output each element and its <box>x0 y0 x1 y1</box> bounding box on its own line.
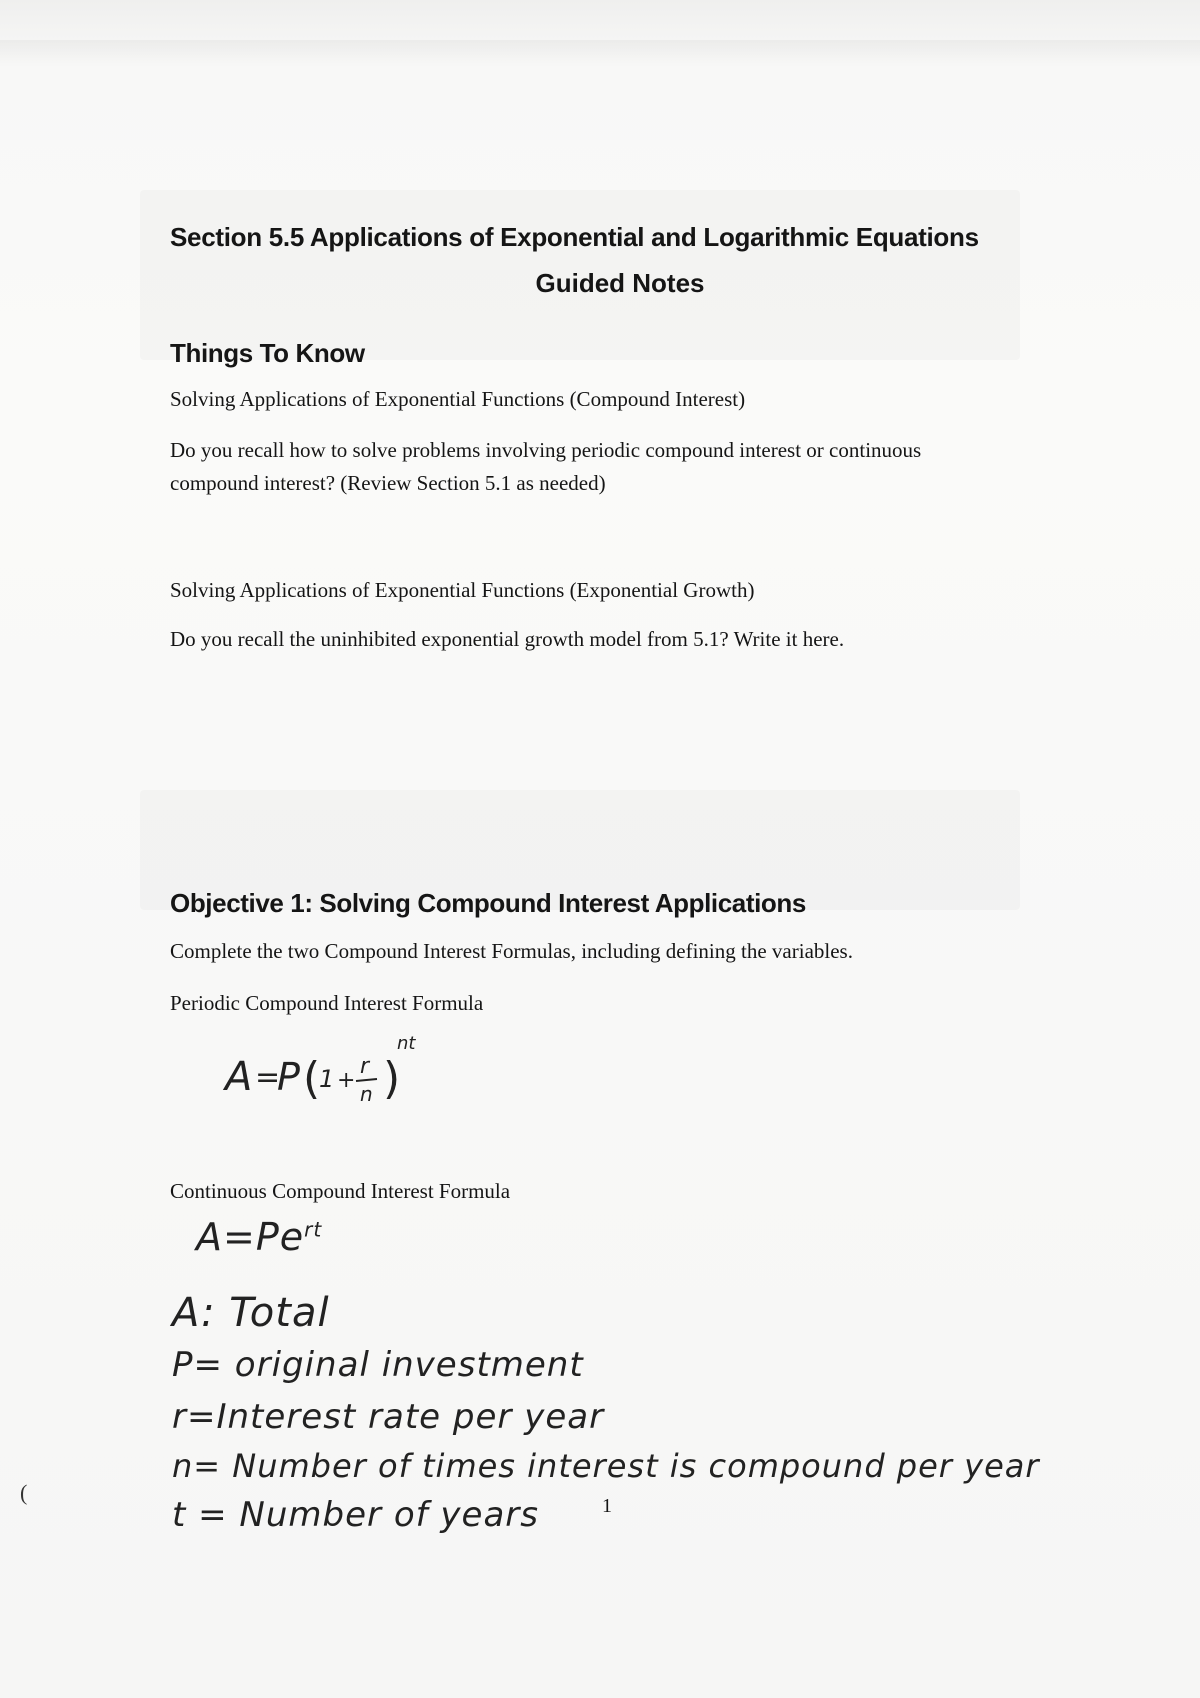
continuous-formula: $A=Pe^{rt}$ <box>196 1215 323 1259</box>
formula-a: A <box>225 1054 253 1100</box>
definition-n: n= Number of times interest is compound per year <box>172 1447 1040 1485</box>
compound-topic: Solving Applications of Exponential Functions (Compound Interest) <box>170 387 746 411</box>
growth-question: Do you recall the uninhibited exponential growth model from 5.1? Write it here. <box>170 627 845 651</box>
objective1-instruction: Complete the two Compound Interest Formulas, including defining the variables. <box>170 939 853 963</box>
definition-a: A: Total <box>172 1290 330 1336</box>
periodic-formula-label: Periodic Compound Interest Formula <box>170 991 484 1015</box>
continuous-formula-label: Continuous Compound Interest Formula <box>170 1179 511 1203</box>
definition-r: r=Interest rate per year <box>172 1397 605 1437</box>
fraction-bar <box>356 1079 377 1081</box>
margin-mark: ( <box>20 1480 28 1505</box>
page-subtitle: Guided Notes <box>535 268 705 298</box>
things-to-know-heading: Things To Know <box>170 338 365 368</box>
compound-question-line1: Do you recall how to solve problems involving periodic compound interest or continuous <box>170 438 922 462</box>
formula-p: P <box>277 1055 300 1099</box>
growth-topic: Solving Applications of Exponential Functions (Exponential Growth) <box>170 578 755 602</box>
svg-text:): ) <box>383 1053 401 1104</box>
formula-n: n <box>360 1082 373 1106</box>
svg-text:(: ( <box>303 1053 321 1104</box>
page-number: 1 <box>602 1495 612 1517</box>
compound-question-line2: compound interest? (Review Section 5.1 as needed) <box>170 471 606 495</box>
formula-exponent: nt <box>397 1033 416 1054</box>
page-title: Section 5.5 Applications of Exponential and Logarithmic Equations <box>170 222 979 252</box>
formula-equals: = <box>255 1060 281 1095</box>
periodic-formula <box>215 1015 425 1110</box>
formula-one: 1 <box>319 1065 335 1093</box>
formula-r: r <box>360 1054 370 1079</box>
scan-edge-shadow <box>0 40 1200 68</box>
formula-plus: + <box>337 1068 356 1093</box>
objective1-heading: Objective 1: Solving Compound Interest Applications <box>170 888 806 918</box>
definition-p: P= original investment <box>172 1345 584 1385</box>
definition-t: t = Number of years <box>172 1495 539 1535</box>
